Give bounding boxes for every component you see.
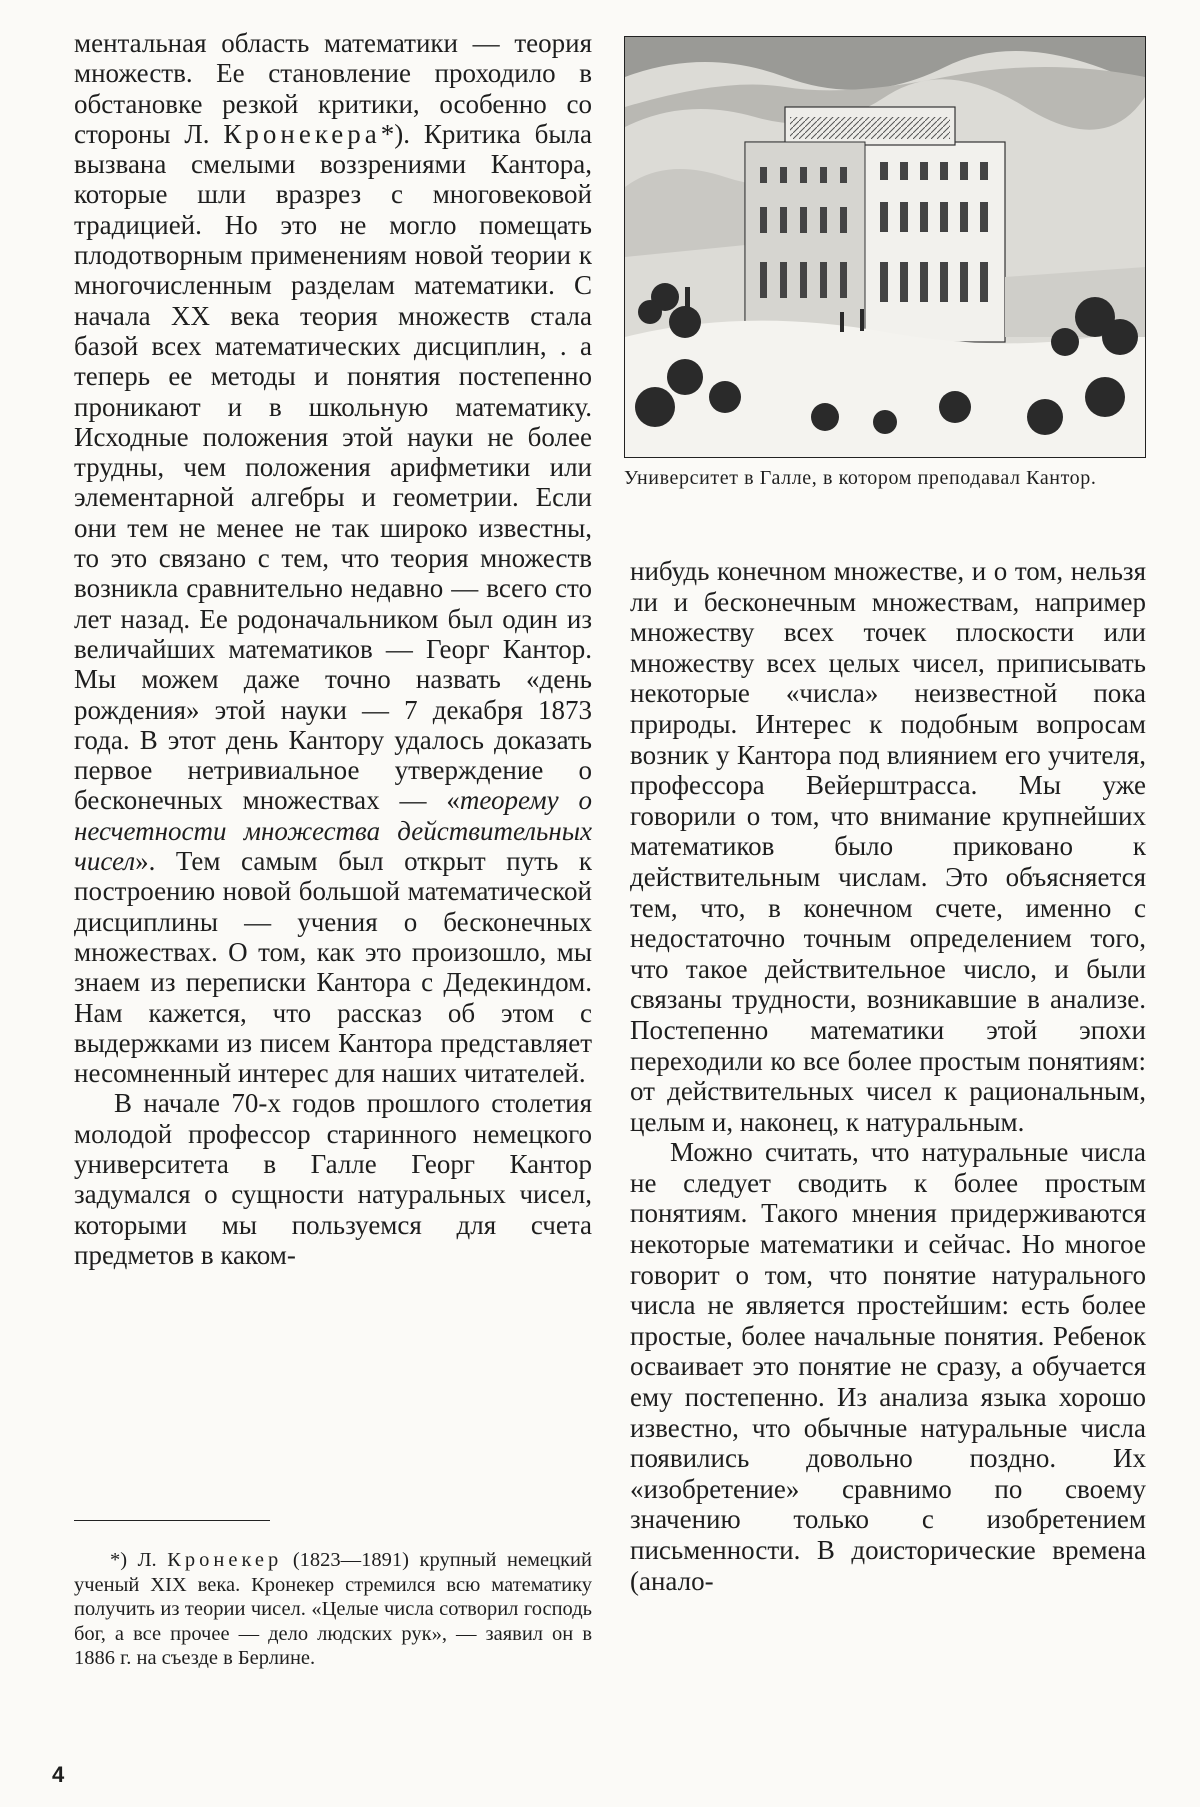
left-paragraph-1: ментальная область математики — теория множеств. Ее становление проходило в обстановке резкой критики, особенно со стороны Л. Кронекера*). Критика была вызвана смелыми воззрениями Кантора, которые шли вразрез с многовековой традицией. Но это не могло помещать плодотворным применениям новой теории к многочисленным разделам математики. С начала XX века теория множеств стала базой всех математических дисциплин, . а теперь ее методы и понятия постепенно проникают и в школьную математику. Исходные положения этой науки не более трудны, чем положения арифметики или элементарной алгебры и геометрии. Если они тем не менее не так широко известны, то это связано с тем, что теория множеств возникла сравнительно недавно — всего сто лет назад. Ее родоначальником был один из величайших математиков — Георг Кантор. Мы можем даже точно назвать «день рождения» этой науки — 7 декабря 1873 года. В этот день Кантору удалось доказать первое нетривиальное утверждение о бесконечных множествах — «теорему о несчетности множества действительных чисел». Тем самым был открыт путь к построению новой большой математической дисциплины — учения о бесконечных множествах. О том, как это произошло, мы знаем из переписки Кантора с Дедекиндом. Нам кажется, что рассказ об этом с выдержками из писем Кантора представляет несомненный интерес для наших читателей. bbox=[74, 28, 592, 1089]
university-halle-illustration bbox=[624, 36, 1146, 458]
page-number: 4 bbox=[52, 1762, 65, 1787]
illustration-caption: Университет в Галле, в котором преподавал Кантор. bbox=[624, 467, 1097, 489]
kronecker-name-spaced: Кронекера bbox=[223, 118, 381, 149]
right-column bbox=[630, 556, 1146, 1596]
footnote-divider bbox=[74, 1520, 270, 1521]
right-paragraph-2: Можно считать, что натуральные числа не следует сводить к более простым понятиям. Такого мнения придерживаются некоторые математики и сейчас. Но многое говорит о том, что понятие натурального числа не является простейшим: есть более простые, более начальные понятия. Ребенок осваивает это понятие не сразу, а обучается ему постепенно. Из анализа языка хорошо известно, что обычные натуральные числа появились довольно поздно. Их «изобретение» сравнимо по своему значению только с изобретением письменности. В доисторические времена (анало- bbox=[630, 1137, 1146, 1596]
footnote-kronecker-spaced: Кронекер bbox=[167, 1549, 283, 1571]
left-paragraph-2: В начале 70-х годов прошлого столетия молодой профессор старинного немецкого университета в Галле Георг Кантор задумался о сущности натуральных чисел, которыми мы пользуемся для счета предметов в каком- bbox=[74, 1088, 592, 1270]
left-column bbox=[74, 28, 592, 1270]
theorem-name-italic: теорему о несчетности множества действительных чисел bbox=[74, 785, 592, 877]
footnote: *) Л. Кронекер (1823—1891) крупный немецкий ученый XIX века. Кронекер стремился всю математику получить из теории чисел. «Целые числа сотворил господь бог, а все прочее — дело людских рук», — заявил он в 1886 г. на съезде в Берлине. bbox=[74, 1549, 593, 1670]
right-paragraph-1: нибудь конечном множестве, и о том, нельзя ли и бесконечным множествам, например множеству всех точек плоскости или множеству всех целых чисел, приписывать некоторые «числа» неизвестной пока природы. Интерес к подобным вопросам возник у Кантора под влиянием его учителя, профессора Вейерштрасса. Мы уже говорили о том, что внимание крупнейших математиков было приковано к действительным числам. Это объясняется тем, что, в конечном счете, именно с недостаточно точным определением того, что такое действительное число, и были связаны трудности, возникавшие в анализе. Постепенно математики этой эпохи переходили ко все более простым понятиям: от действительных чисел к рациональным, целым и, наконец, к натуральным. bbox=[630, 556, 1146, 1137]
